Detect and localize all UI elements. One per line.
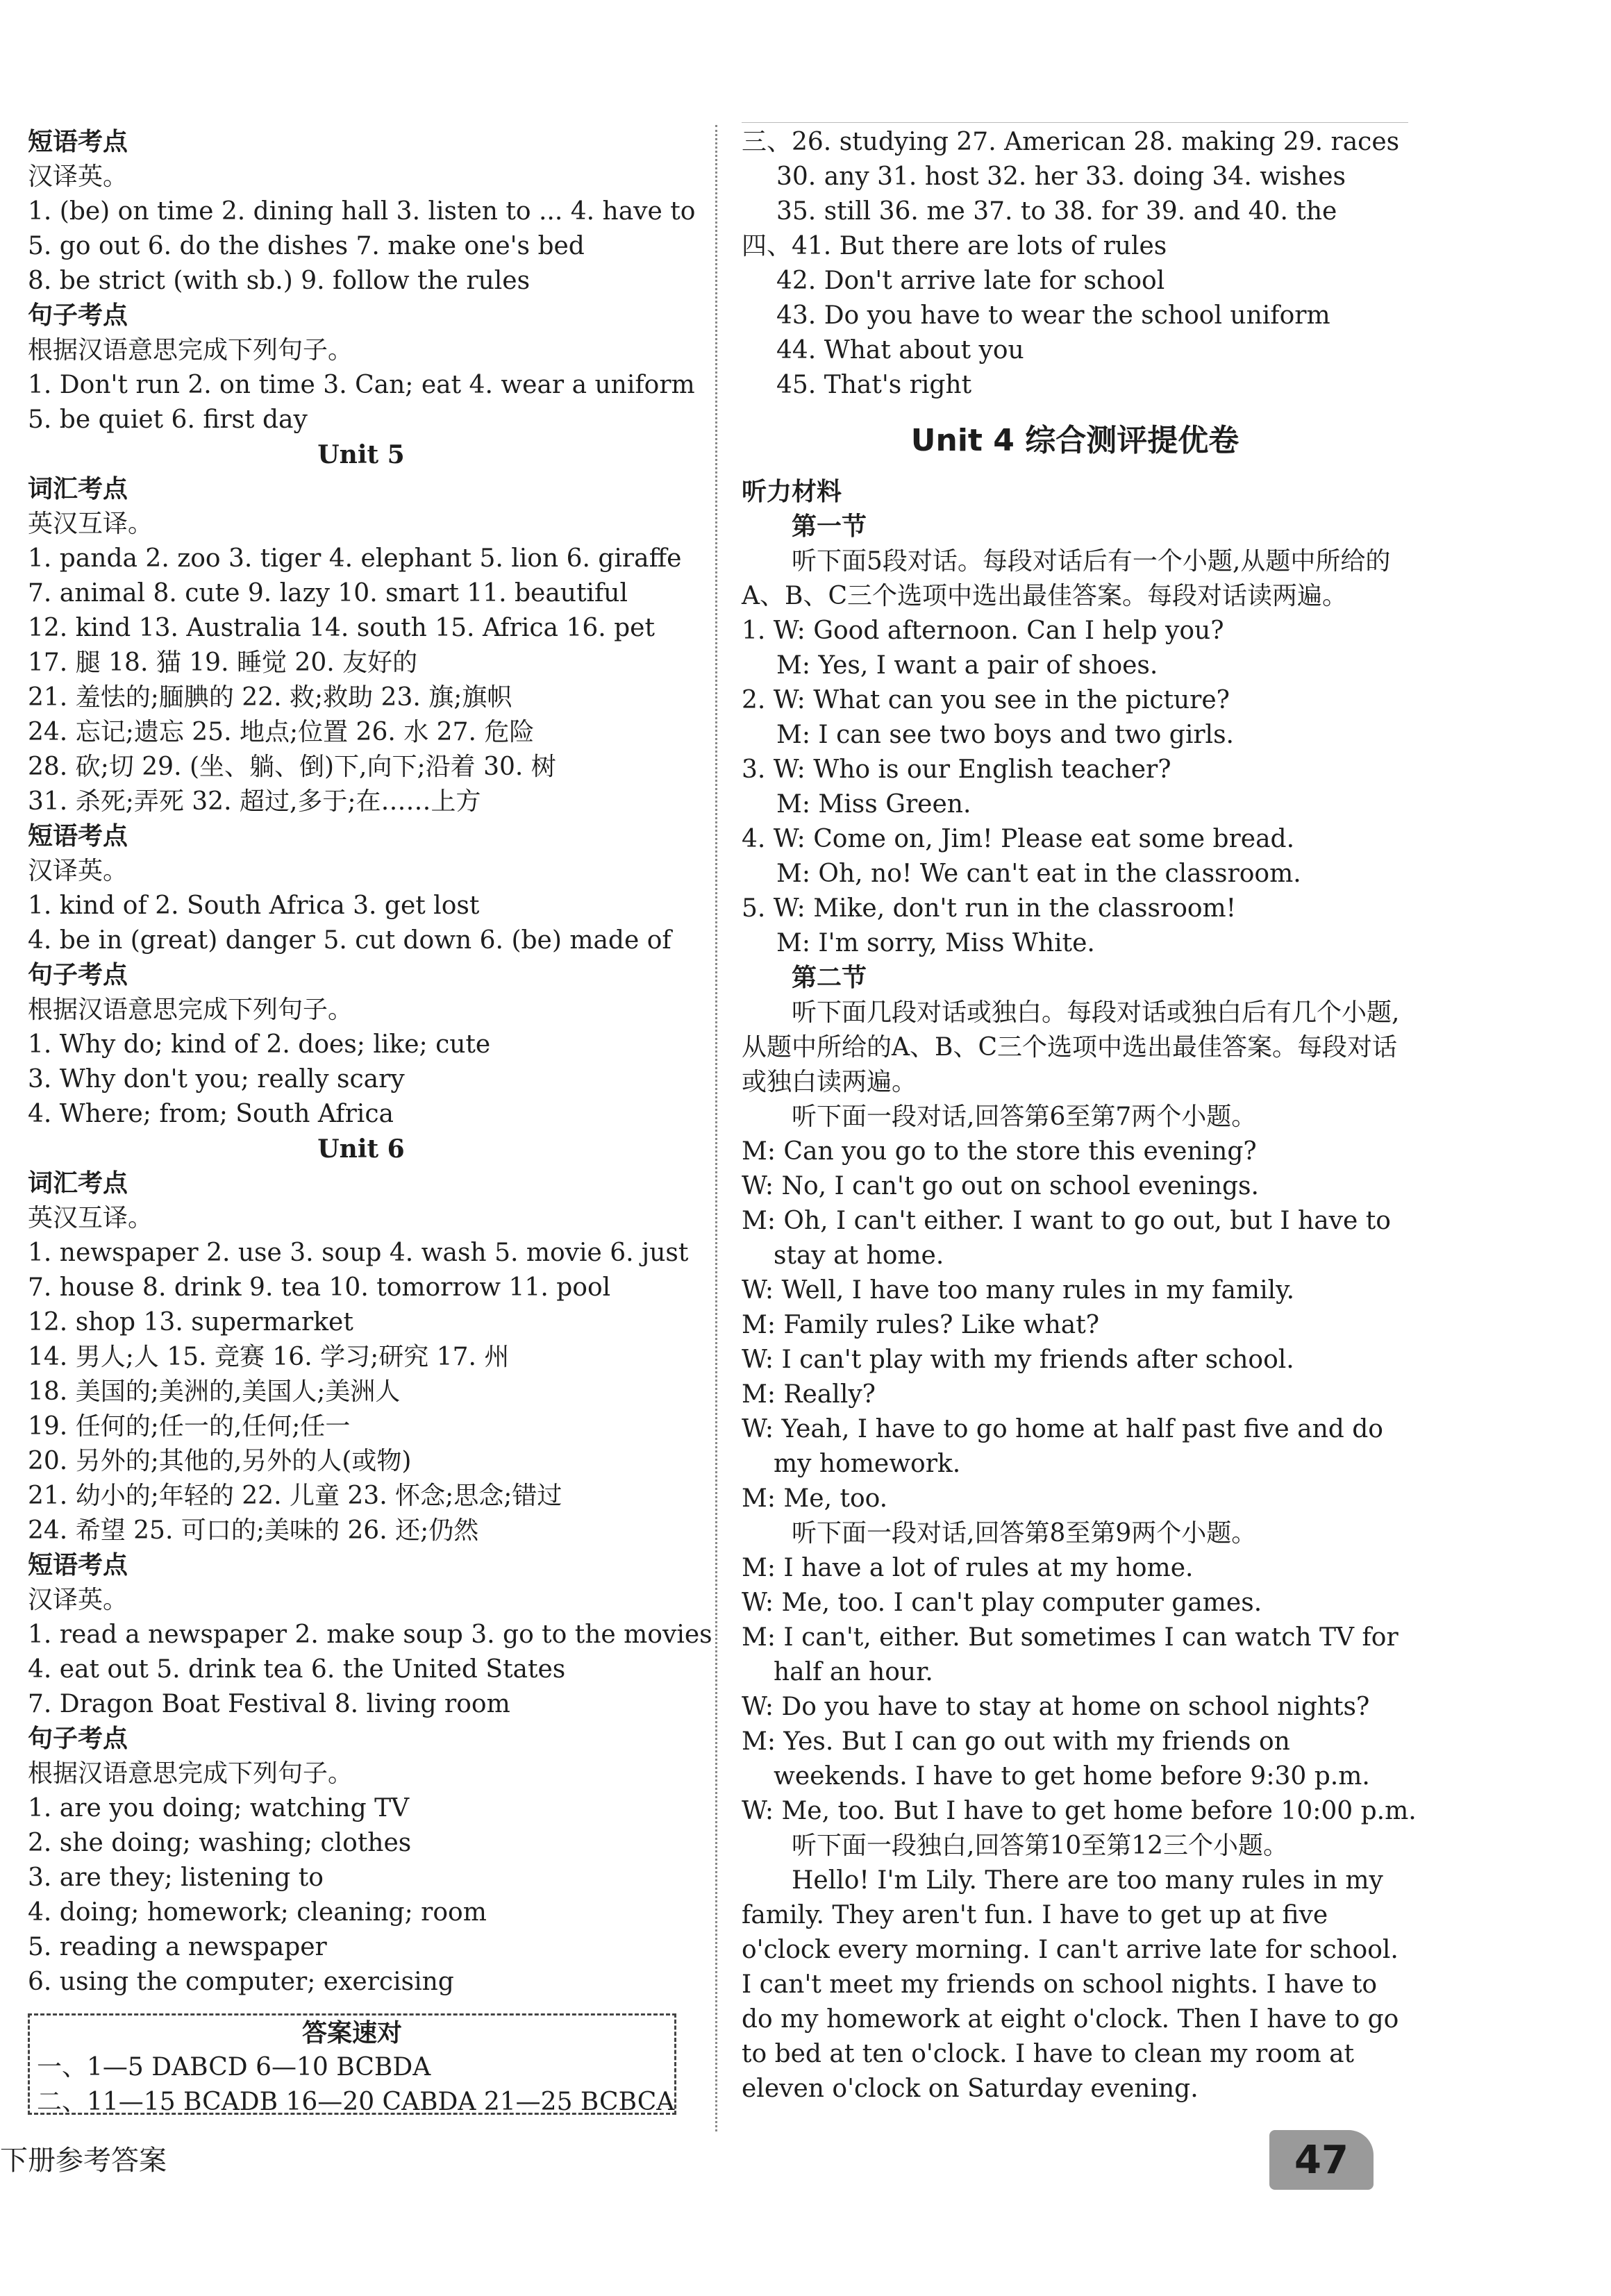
text-line: M: Can you go to the store this evening? bbox=[742, 1137, 1257, 1166]
text-line: M: I'm sorry, Miss White. bbox=[776, 929, 1095, 957]
text-line: 7. house 8. drink 9. tea 10. tomorrow 11. pool bbox=[28, 1273, 611, 1302]
text-line: 43. Do you have to wear the school uniform bbox=[776, 301, 1330, 330]
unit-title: Unit 4 综合测评提优卷 bbox=[910, 423, 1239, 458]
text-line: 6. using the computer; exercising bbox=[28, 1968, 454, 1996]
text-line: 14. 男人;人 15. 竞赛 16. 学习;研究 17. 州 bbox=[28, 1343, 510, 1371]
answer-line: 二、11—15 BCADB 16—20 CABDA 21—25 BCBCA bbox=[37, 2088, 675, 2116]
unit-heading: Unit 5 bbox=[317, 440, 405, 469]
text-line: 听下面一段对话,回答第8至第9两个小题。 bbox=[792, 1519, 1257, 1548]
text-line: 31. 杀死;弄死 32. 超过,多于;在……上方 bbox=[28, 787, 481, 816]
text-line: Hello! I'm Lily. There are too many rules in my family. They aren't fun. I have to get up at five o'clock every morning. I can't arrive late for school. I can't meet my friends on school nights. I have to do my homework at eight o'clock. Then I have to go to bed at ten o'clock. I have to clean my room at eleven o'clock on Saturday evening. bbox=[742, 1866, 1399, 2103]
text-line: 三、26. studying 27. American 28. making 29. races bbox=[742, 128, 1400, 156]
text-line: 21. 羞怯的;腼腆的 22. 救;救助 23. 旗;旗帜 bbox=[28, 683, 512, 712]
text-line: 35. still 36. me 37. to 38. for 39. and 40. the bbox=[776, 197, 1337, 226]
section-heading: 听力材料 bbox=[742, 478, 842, 506]
text-line: 听下面5段对话。每段对话后有一个小题,从题中所给的A、B、C三个选项中选出最佳答案。每段对话读两遍。 bbox=[742, 547, 1391, 610]
text-line: M: I can see two boys and two girls. bbox=[776, 721, 1234, 749]
section-heading: 句子考点 bbox=[28, 1725, 128, 1753]
text-line: 17. 腿 18. 猫 19. 睡觉 20. 友好的 bbox=[28, 648, 418, 677]
text-line: 根据汉语意思完成下列句子。 bbox=[28, 996, 353, 1024]
text-line: W: I can't play with my friends after school. bbox=[742, 1346, 1294, 1374]
text-line: 汉译英。 bbox=[28, 162, 128, 191]
text-line: 24. 忘记;遗忘 25. 地点;位置 26. 水 27. 危险 bbox=[28, 718, 535, 746]
text-line: W: Me, too. I can't play computer games. bbox=[742, 1589, 1262, 1617]
section-heading: 第一节 bbox=[792, 512, 867, 541]
top-rule bbox=[742, 122, 1408, 123]
text-line: 1. (be) on time 2. dining hall 3. listen to ... 4. have to bbox=[28, 197, 696, 226]
text-line: M: Me, too. bbox=[742, 1484, 888, 1513]
text-line: 20. 另外的;其他的,另外的人(或物) bbox=[28, 1447, 412, 1475]
text-line: 18. 美国的;美洲的,美国人;美洲人 bbox=[28, 1377, 401, 1406]
text-line: 12. kind 13. Australia 14. south 15. Africa 16. pet bbox=[28, 614, 655, 642]
text-line: 4. doing; homework; cleaning; room bbox=[28, 1898, 487, 1927]
text-line: 听下面一段对话,回答第6至第7两个小题。 bbox=[792, 1103, 1257, 1131]
text-line: 2. she doing; washing; clothes bbox=[28, 1829, 412, 1857]
text-line: M: Family rules? Like what? bbox=[742, 1311, 1100, 1339]
text-line: 5. reading a newspaper bbox=[28, 1933, 327, 1961]
section-heading: 短语考点 bbox=[28, 822, 128, 850]
text-line: 30. any 31. host 32. her 33. doing 34. wishes bbox=[776, 162, 1346, 191]
column-divider bbox=[715, 125, 717, 2131]
text-line: W: Me, too. But I have to get home before 10:00 p.m. bbox=[742, 1797, 1417, 1825]
text-line: 42. Don't arrive late for school bbox=[776, 267, 1165, 295]
text-line: 45. That's right bbox=[776, 371, 972, 399]
text-line: M: I have a lot of rules at my home. bbox=[742, 1554, 1194, 1582]
answer-box-title: 答案速对 bbox=[301, 2018, 402, 2047]
section-heading: 第二节 bbox=[792, 964, 867, 992]
text-line: M: Yes. But I can go out with my friends on weekends. I have to get home before 9:30 p.m. bbox=[742, 1727, 1370, 1791]
text-line: 听下面几段对话或独白。每段对话或独白后有几个小题,从题中所给的A、B、C三个选项中选出最佳答案。每段对话或独白读两遍。 bbox=[742, 998, 1400, 1096]
text-line: 根据汉语意思完成下列句子。 bbox=[28, 1759, 353, 1788]
text-line: M: Oh, no! We can't eat in the classroom. bbox=[776, 860, 1301, 888]
text-line: 3. are they; listening to bbox=[28, 1863, 324, 1892]
section-heading: 词汇考点 bbox=[28, 475, 128, 503]
text-line: 4. Where; from; South Africa bbox=[28, 1100, 394, 1128]
text-line: 4. be in (great) danger 5. cut down 6. (be) made of bbox=[28, 926, 671, 955]
text-line: 28. 砍;切 29. (坐、躺、倒)下,向下;沿着 30. 树 bbox=[28, 753, 556, 781]
text-line: 1. Why do; kind of 2. does; like; cute bbox=[28, 1030, 491, 1059]
text-line: M: Really? bbox=[742, 1380, 876, 1409]
text-line: 1. Don't run 2. on time 3. Can; eat 4. wear a uniform bbox=[28, 371, 695, 399]
text-line: M: I can't, either. But sometimes I can watch TV for half an hour. bbox=[742, 1623, 1399, 1686]
text-line: 4. eat out 5. drink tea 6. the United States bbox=[28, 1655, 566, 1684]
right-column bbox=[742, 125, 1417, 2106]
text-line: 英汉互译。 bbox=[28, 510, 153, 538]
section-heading: 句子考点 bbox=[28, 961, 128, 989]
unit-heading: Unit 6 bbox=[317, 1134, 405, 1164]
text-line: 根据汉语意思完成下列句子。 bbox=[28, 336, 353, 364]
text-line: M: Yes, I want a pair of shoes. bbox=[776, 651, 1158, 680]
text-line: 1. W: Good afternoon. Can I help you? bbox=[742, 617, 1224, 645]
text-line: W: No, I can't go out on school evenings. bbox=[742, 1172, 1259, 1200]
text-line: 1. kind of 2. South Africa 3. get lost bbox=[28, 891, 480, 920]
text-line: 4. W: Come on, Jim! Please eat some bread. bbox=[742, 825, 1295, 853]
text-line: 汉译英。 bbox=[28, 857, 128, 885]
text-line: 19. 任何的;任一的,任何;任一 bbox=[28, 1412, 351, 1441]
text-line: W: Well, I have too many rules in my family. bbox=[742, 1276, 1295, 1305]
text-line: 英汉互译。 bbox=[28, 1204, 153, 1232]
text-line: 四、41. But there are lots of rules bbox=[742, 232, 1167, 260]
text-line: M: Miss Green. bbox=[776, 790, 971, 819]
text-line: 1. panda 2. zoo 3. tiger 4. elephant 5. lion 6. giraffe bbox=[28, 544, 682, 573]
text-line: 44. What about you bbox=[776, 336, 1024, 364]
text-line: M: Oh, I can't either. I want to go out, but I have to stay at home. bbox=[742, 1207, 1391, 1270]
text-line: 7. Dragon Boat Festival 8. living room bbox=[28, 1690, 510, 1718]
text-line: 3. W: Who is our English teacher? bbox=[742, 755, 1171, 784]
answer-box bbox=[28, 2013, 676, 2115]
left-column bbox=[28, 125, 712, 2000]
text-line: 汉译英。 bbox=[28, 1586, 128, 1614]
section-heading: 词汇考点 bbox=[28, 1169, 128, 1198]
text-line: 5. W: Mike, don't run in the classroom! bbox=[742, 894, 1237, 923]
answer-list bbox=[742, 125, 1408, 403]
answer-line: 一、1—5 DABCD 6—10 BCBDA bbox=[37, 2053, 431, 2081]
text-line: 24. 希望 25. 可口的;美味的 26. 还;仍然 bbox=[28, 1516, 479, 1545]
section-heading: 句子考点 bbox=[28, 301, 128, 330]
text-line: W: Yeah, I have to go home at half past five and do my homework. bbox=[742, 1415, 1383, 1478]
text-line: 5. go out 6. do the dishes 7. make one's bed bbox=[28, 232, 585, 260]
section-heading: 短语考点 bbox=[28, 1551, 128, 1579]
text-line: 1. are you doing; watching TV bbox=[28, 1794, 410, 1822]
listening-material bbox=[742, 475, 1417, 2106]
text-line: 3. Why don't you; really scary bbox=[28, 1065, 405, 1093]
page-number: 47 bbox=[1269, 2130, 1374, 2190]
text-line: 12. shop 13. supermarket bbox=[28, 1308, 353, 1336]
text-line: 7. animal 8. cute 9. lazy 10. smart 11. beautiful bbox=[28, 579, 628, 607]
section-heading: 短语考点 bbox=[28, 128, 128, 156]
text-line: 听下面一段独白,回答第10至第12三个小题。 bbox=[792, 1832, 1289, 1860]
footer-text: 下册参考答案 bbox=[0, 2145, 167, 2177]
text-line: 8. be strict (with sb.) 9. follow the rules bbox=[28, 267, 531, 295]
text-line: 2. W: What can you see in the picture? bbox=[742, 686, 1230, 714]
text-line: 1. read a newspaper 2. make soup 3. go to the movies bbox=[28, 1620, 712, 1649]
text-line: 1. newspaper 2. use 3. soup 4. wash 5. movie 6. just bbox=[28, 1239, 689, 1267]
text-line: 21. 幼小的;年轻的 22. 儿童 23. 怀念;思念;错过 bbox=[28, 1482, 562, 1510]
text-line: W: Do you have to stay at home on school nights? bbox=[742, 1693, 1370, 1721]
text-line: 5. be quiet 6. first day bbox=[28, 405, 308, 434]
